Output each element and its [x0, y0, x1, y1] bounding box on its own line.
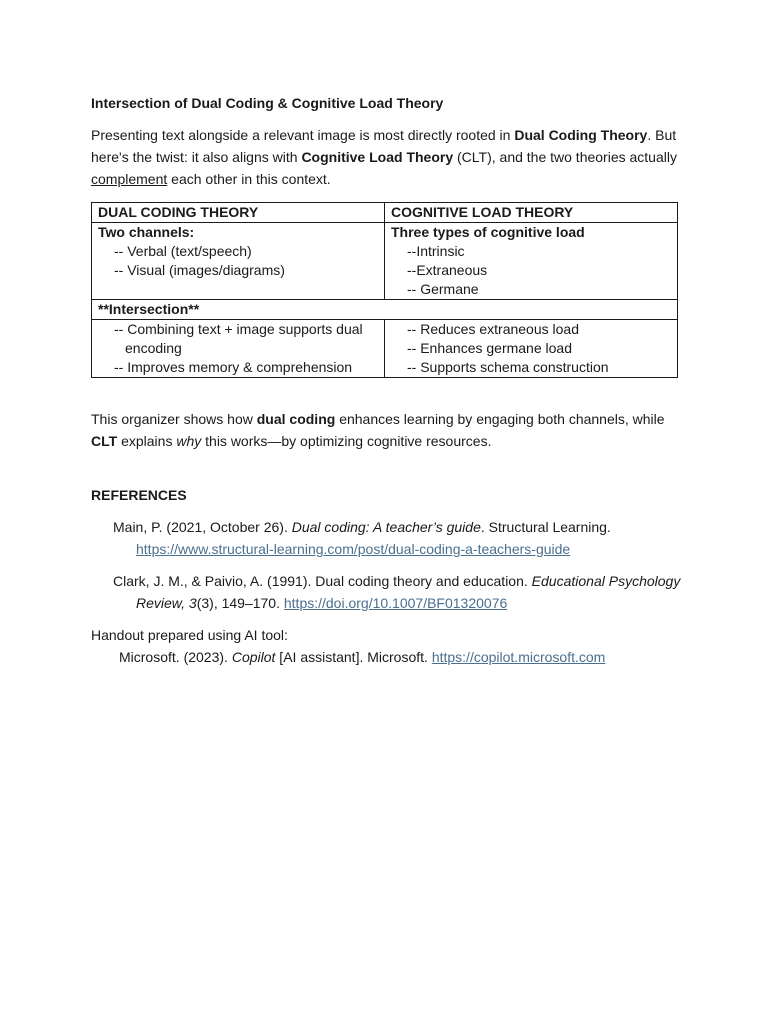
list-item-continuation: encoding [125, 340, 182, 356]
cell-dual-benefits [92, 320, 385, 378]
table-row-benefits [92, 320, 678, 378]
cell-clt-benefits [385, 320, 678, 378]
summary-paragraph [91, 408, 681, 452]
handout-text-1: Microsoft. (2023). [119, 649, 232, 665]
ref1-italic-title: Dual coding: A teacher’s guide [291, 519, 481, 535]
table-row-intersection [92, 300, 678, 320]
table-row-theories [92, 223, 678, 300]
handout-italic-copilot: Copilot [231, 649, 276, 665]
list-item: -- Enhances germane load [407, 340, 572, 356]
summary-bold-clt: CLT [91, 433, 118, 449]
ref1-link[interactable]: https://www.structural-learning.com/post/dual-coding-a-teachers-guide [136, 541, 571, 557]
header-cognitive-load: COGNITIVE LOAD THEORY [385, 203, 678, 223]
handout-note [91, 624, 681, 668]
list-item: --Intrinsic [407, 243, 465, 259]
summary-text-2: enhances learning by engaging both channels, while [335, 411, 665, 427]
ref1-text-1: Main, P. (2021, October 26). [113, 519, 292, 535]
reference-clark-paivio [91, 570, 681, 614]
summary-text-4: this works—by optimizing cognitive resources. [201, 433, 492, 449]
document-content [91, 92, 681, 668]
ref2-text-2: (3), 149–170. [196, 595, 284, 611]
header-dual-coding: DUAL CODING THEORY [92, 203, 385, 223]
list-item: -- Germane [407, 281, 479, 297]
intro-bold-dct: Dual Coding Theory [514, 127, 648, 143]
list-item: -- Improves memory & comprehension [114, 359, 353, 375]
summary-italic-why: why [176, 433, 202, 449]
intro-bold-clt: Cognitive Load Theory [301, 149, 454, 165]
cell-load-types [385, 223, 678, 300]
intro-underline-complement: complement [91, 171, 168, 187]
references-heading: REFERENCES [91, 487, 187, 503]
ref2-text-1: Clark, J. M., & Paivio, A. (1991). Dual coding theory and education. [113, 573, 532, 589]
intersection-cell: **Intersection** [92, 300, 678, 320]
handout-text-2: [AI assistant]. Microsoft. [275, 649, 432, 665]
intro-text-4: each other in this context. [167, 171, 331, 187]
intro-text-3: (CLT), and the two theories actually [453, 149, 677, 165]
cell-heading: Two channels: [98, 224, 195, 240]
intro-paragraph [91, 124, 681, 190]
summary-text-3: explains [117, 433, 177, 449]
ref1-text-2: . Structural Learning. [480, 519, 611, 535]
handout-citation [91, 646, 681, 668]
list-item: -- Visual (images/diagrams) [114, 262, 285, 278]
intro-text-1: Presenting text alongside a relevant image is most directly rooted in [91, 127, 515, 143]
list-item: --Extraneous [407, 262, 488, 278]
list-item: -- Verbal (text/speech) [114, 243, 252, 259]
table-header-row [92, 203, 678, 223]
list-item: -- Combining text + image supports dual [114, 321, 363, 337]
list-item: -- Reduces extraneous load [407, 321, 579, 337]
handout-link[interactable]: https://copilot.microsoft.com [431, 649, 606, 665]
document-title: Intersection of Dual Coding & Cognitive Load Theory [91, 95, 444, 111]
ref2-link[interactable]: https://doi.org/10.1007/BF01320076 [283, 595, 508, 611]
ref2-italic-journal: Educational Psychology Review, 3 [136, 573, 681, 611]
handout-label: Handout prepared using AI tool: [91, 627, 288, 643]
cell-two-channels [92, 223, 385, 300]
cell-heading: Three types of cognitive load [391, 224, 585, 240]
intro-text-2: . But here's the twist: it also aligns with [91, 127, 677, 165]
summary-text-1: This organizer shows how [91, 411, 257, 427]
comparison-table [91, 202, 678, 378]
list-item: -- Supports schema construction [407, 359, 609, 375]
summary-bold-dual-coding: dual coding [256, 411, 336, 427]
reference-main [91, 516, 681, 560]
